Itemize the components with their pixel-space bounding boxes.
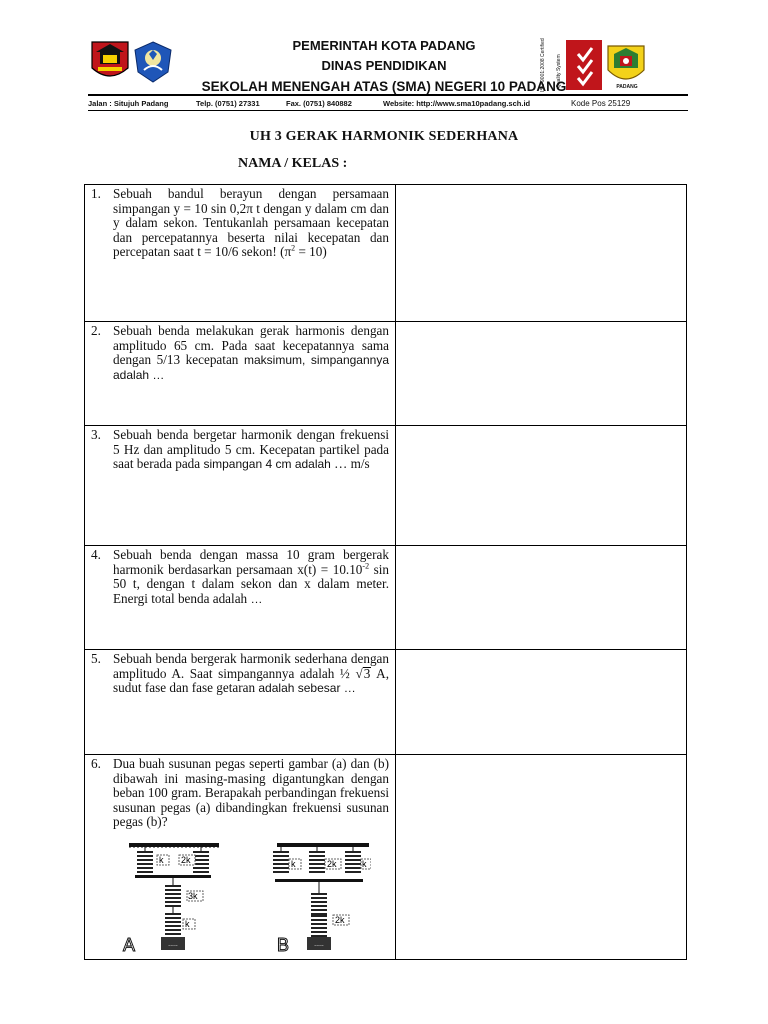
mass-label: ..... (168, 941, 178, 948)
question-number: 3. (91, 427, 101, 442)
question-cell (85, 755, 396, 960)
question-text: Sebuah benda bergetar harmonik dengan frekuensi 5 Hz dan amplitudo 5 cm. Kecepatan partikel pada saat berada pada simpangan 4 cm adalah … m/s (113, 427, 389, 472)
sqrt-symbol: √ (355, 665, 363, 681)
ceiling-a (129, 843, 219, 847)
contact-fax: Fax. (0751) 840882 (286, 99, 352, 108)
exam-title: UH 3 GERAK HARMONIK SEDERHANA (249, 129, 519, 144)
spring-label: 2k (335, 915, 345, 925)
figure-label-a: A (123, 935, 136, 954)
question-text: Sebuah benda dengan massa 10 gram bergerak harmonik berdasarkan persamaan $x(t) = 10.10^{-2}$ sin 50 t, dengan t dalam sekon dan x dalam meter. Energi total benda adalah … (113, 547, 389, 606)
answer-cell[interactable] (396, 755, 687, 960)
spring-label: k (362, 859, 367, 869)
spring-label: k (291, 859, 296, 869)
iso-cert-text: ISO 9001:2008 Certified (540, 38, 546, 92)
contact-rule (88, 110, 688, 111)
question-number: 1. (91, 186, 101, 201)
question-row (85, 650, 687, 755)
school-badge-text: PADANG (616, 84, 638, 90)
spring-label: 2k (327, 859, 337, 869)
question-number: 5. (91, 651, 101, 666)
answer-cell[interactable] (396, 322, 687, 426)
header-department: DINAS PENDIDIKAN (321, 58, 447, 73)
question-row (85, 546, 687, 650)
spring-label: k (185, 919, 190, 929)
question-cell (85, 185, 396, 322)
spring-arrangement-figure (121, 839, 371, 954)
header-school-name: SEKOLAH MENENGAH ATAS (SMA) NEGERI 10 PADANG (201, 79, 567, 94)
answer-cell[interactable] (396, 546, 687, 650)
arrangement-b (273, 843, 371, 954)
contact-address: Jalan : Situjuh Padang (88, 99, 169, 108)
contact-postcode: Kode Pos 25129 (571, 99, 631, 108)
spring-label: 2k (181, 855, 191, 865)
question-row (85, 755, 687, 960)
question-number: 6. (91, 756, 101, 771)
spring-label: 3k (188, 891, 198, 901)
question-number: 4. (91, 547, 101, 562)
ceiling-b (277, 843, 369, 847)
question-table (84, 184, 687, 960)
question-cell (85, 546, 396, 650)
spring-label: k (159, 855, 164, 865)
question-row (85, 426, 687, 546)
question-row (85, 185, 687, 322)
question-row (85, 322, 687, 426)
answer-cell[interactable] (396, 426, 687, 546)
question-number: 2. (91, 323, 101, 338)
header-government: PEMERINTAH KOTA PADANG (292, 38, 476, 53)
question-text: Dua buah susunan pegas seperti gambar (a) dan (b) dibawah ini masing-masing digantungkan dengan beban 100 gram. Berapakah perbandingan frekuensi susunan pegas (a) dibandingkan frekuensi susunan pegas (b)? (113, 756, 389, 830)
name-class-label: NAMA / KELAS : (238, 156, 348, 171)
question-cell (85, 426, 396, 546)
arrangement-a (123, 843, 219, 954)
question-text: Sebuah benda melakukan gerak harmonis dengan amplitudo 65 cm. Pada saat kecepatannya sama dengan 5/13 kecepatan maksimum, simpangannya adalah … (113, 323, 389, 382)
figure-label-b: B (277, 935, 290, 954)
contact-website: Website: http://www.sma10padang.sch.id (383, 99, 531, 108)
question-cell (85, 322, 396, 426)
mass-label: ..... (314, 941, 324, 948)
contact-phone: Telp. (0751) 27331 (196, 99, 260, 108)
question-text: Sebuah benda bergerak harmonik sederhana dengan amplitudo A. Saat simpangannya adalah ½ √3 A, sudut fase dan fase getaran adalah sebesar … (113, 651, 389, 696)
iso-quality-text: Quality System (556, 54, 562, 88)
answer-cell[interactable] (396, 185, 687, 322)
question-text: Sebuah bandul berayun dengan persamaan simpangan y = 10 sin 0,2π t dengan y dalam cm dan y dalam sekon. Tentukanlah persamaan kecepatan dan percepatannya beserta nilai kecepatan dan percepatan saat t = 10/6 sekon! $(\pi^2 = 10)$ (113, 186, 389, 260)
answer-cell[interactable] (396, 650, 687, 755)
question-cell (85, 650, 396, 755)
header-rule (88, 94, 688, 96)
